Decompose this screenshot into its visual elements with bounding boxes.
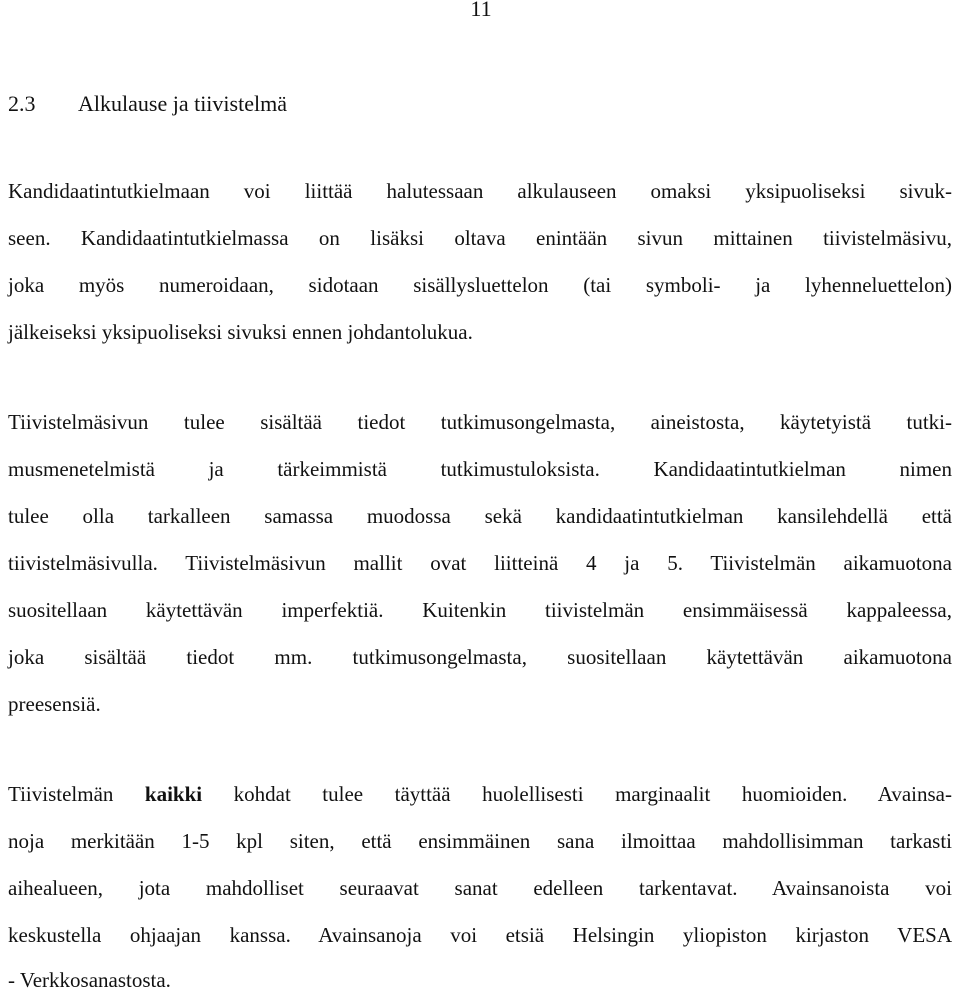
paragraph-line: noja merkitään 1-5 kpl siten, että ensimmäinen sana ilmoittaa mahdollisimman tarkasti xyxy=(8,829,952,853)
paragraph-line: tiivistelmäsivulla. Tiivistelmäsivun mallit ovat liitteinä 4 ja 5. Tiivistelmän aikamuotona xyxy=(8,551,952,575)
paragraph-line: seen. Kandidaatintutkielmassa on lisäksi oltava enintään sivun mittainen tiivistelmäsivu, xyxy=(8,226,952,250)
paragraph-line: keskustella ohjaajan kanssa. Avainsanoja voi etsiä Helsingin yliopiston kirjaston VESA xyxy=(8,923,952,947)
paragraph-line: aihealueen, jota mahdolliset seuraavat sanat edelleen tarkentavat. Avainsanoista voi xyxy=(8,876,952,900)
paragraph-line: joka sisältää tiedot mm. tutkimusongelmasta, suositellaan käytettävän aikamuotona xyxy=(8,645,952,669)
paragraph-line: suositellaan käytettävän imperfektiä. Kuitenkin tiivistelmän ensimmäisessä kappaleessa, xyxy=(8,598,952,622)
paragraph-line: tulee olla tarkalleen samassa muodossa sekä kandidaatintutkielman kansilehdellä että xyxy=(8,504,952,528)
text-run: kohdat tulee täyttää huolellisesti marginaalit huomioiden. Avainsa- xyxy=(202,782,952,806)
section-number: 2.3 xyxy=(8,91,36,116)
paragraph-line: joka myös numeroidaan, sidotaan sisällysluettelon (tai symboli- ja lyhenneluettelon) xyxy=(8,273,952,297)
text-run: Tiivistelmän xyxy=(8,782,145,806)
paragraph-line: preesensiä. xyxy=(8,692,101,716)
paragraph-line: Kandidaatintutkielmaan voi liittää halutessaan alkulauseen omaksi yksipuoliseksi sivuk- xyxy=(8,179,952,203)
paragraph-line xyxy=(8,778,952,810)
paragraph-line: - Verkkosanastosta. xyxy=(8,968,171,992)
section-heading xyxy=(8,88,287,120)
paragraph-line: musmenetelmistä ja tärkeimmistä tutkimustuloksista. Kandidaatintutkielman nimen xyxy=(8,457,952,481)
section-title: Alkulause ja tiivistelmä xyxy=(78,91,287,116)
paragraph-line: jälkeiseksi yksipuoliseksi sivuksi ennen johdantolukua. xyxy=(8,320,473,344)
paragraph-line: Tiivistelmäsivun tulee sisältää tiedot tutkimusongelmasta, aineistosta, käytetyistä tutki- xyxy=(8,410,952,434)
emphasis-text: kaikki xyxy=(144,782,203,806)
page-number: 11 xyxy=(470,0,492,21)
